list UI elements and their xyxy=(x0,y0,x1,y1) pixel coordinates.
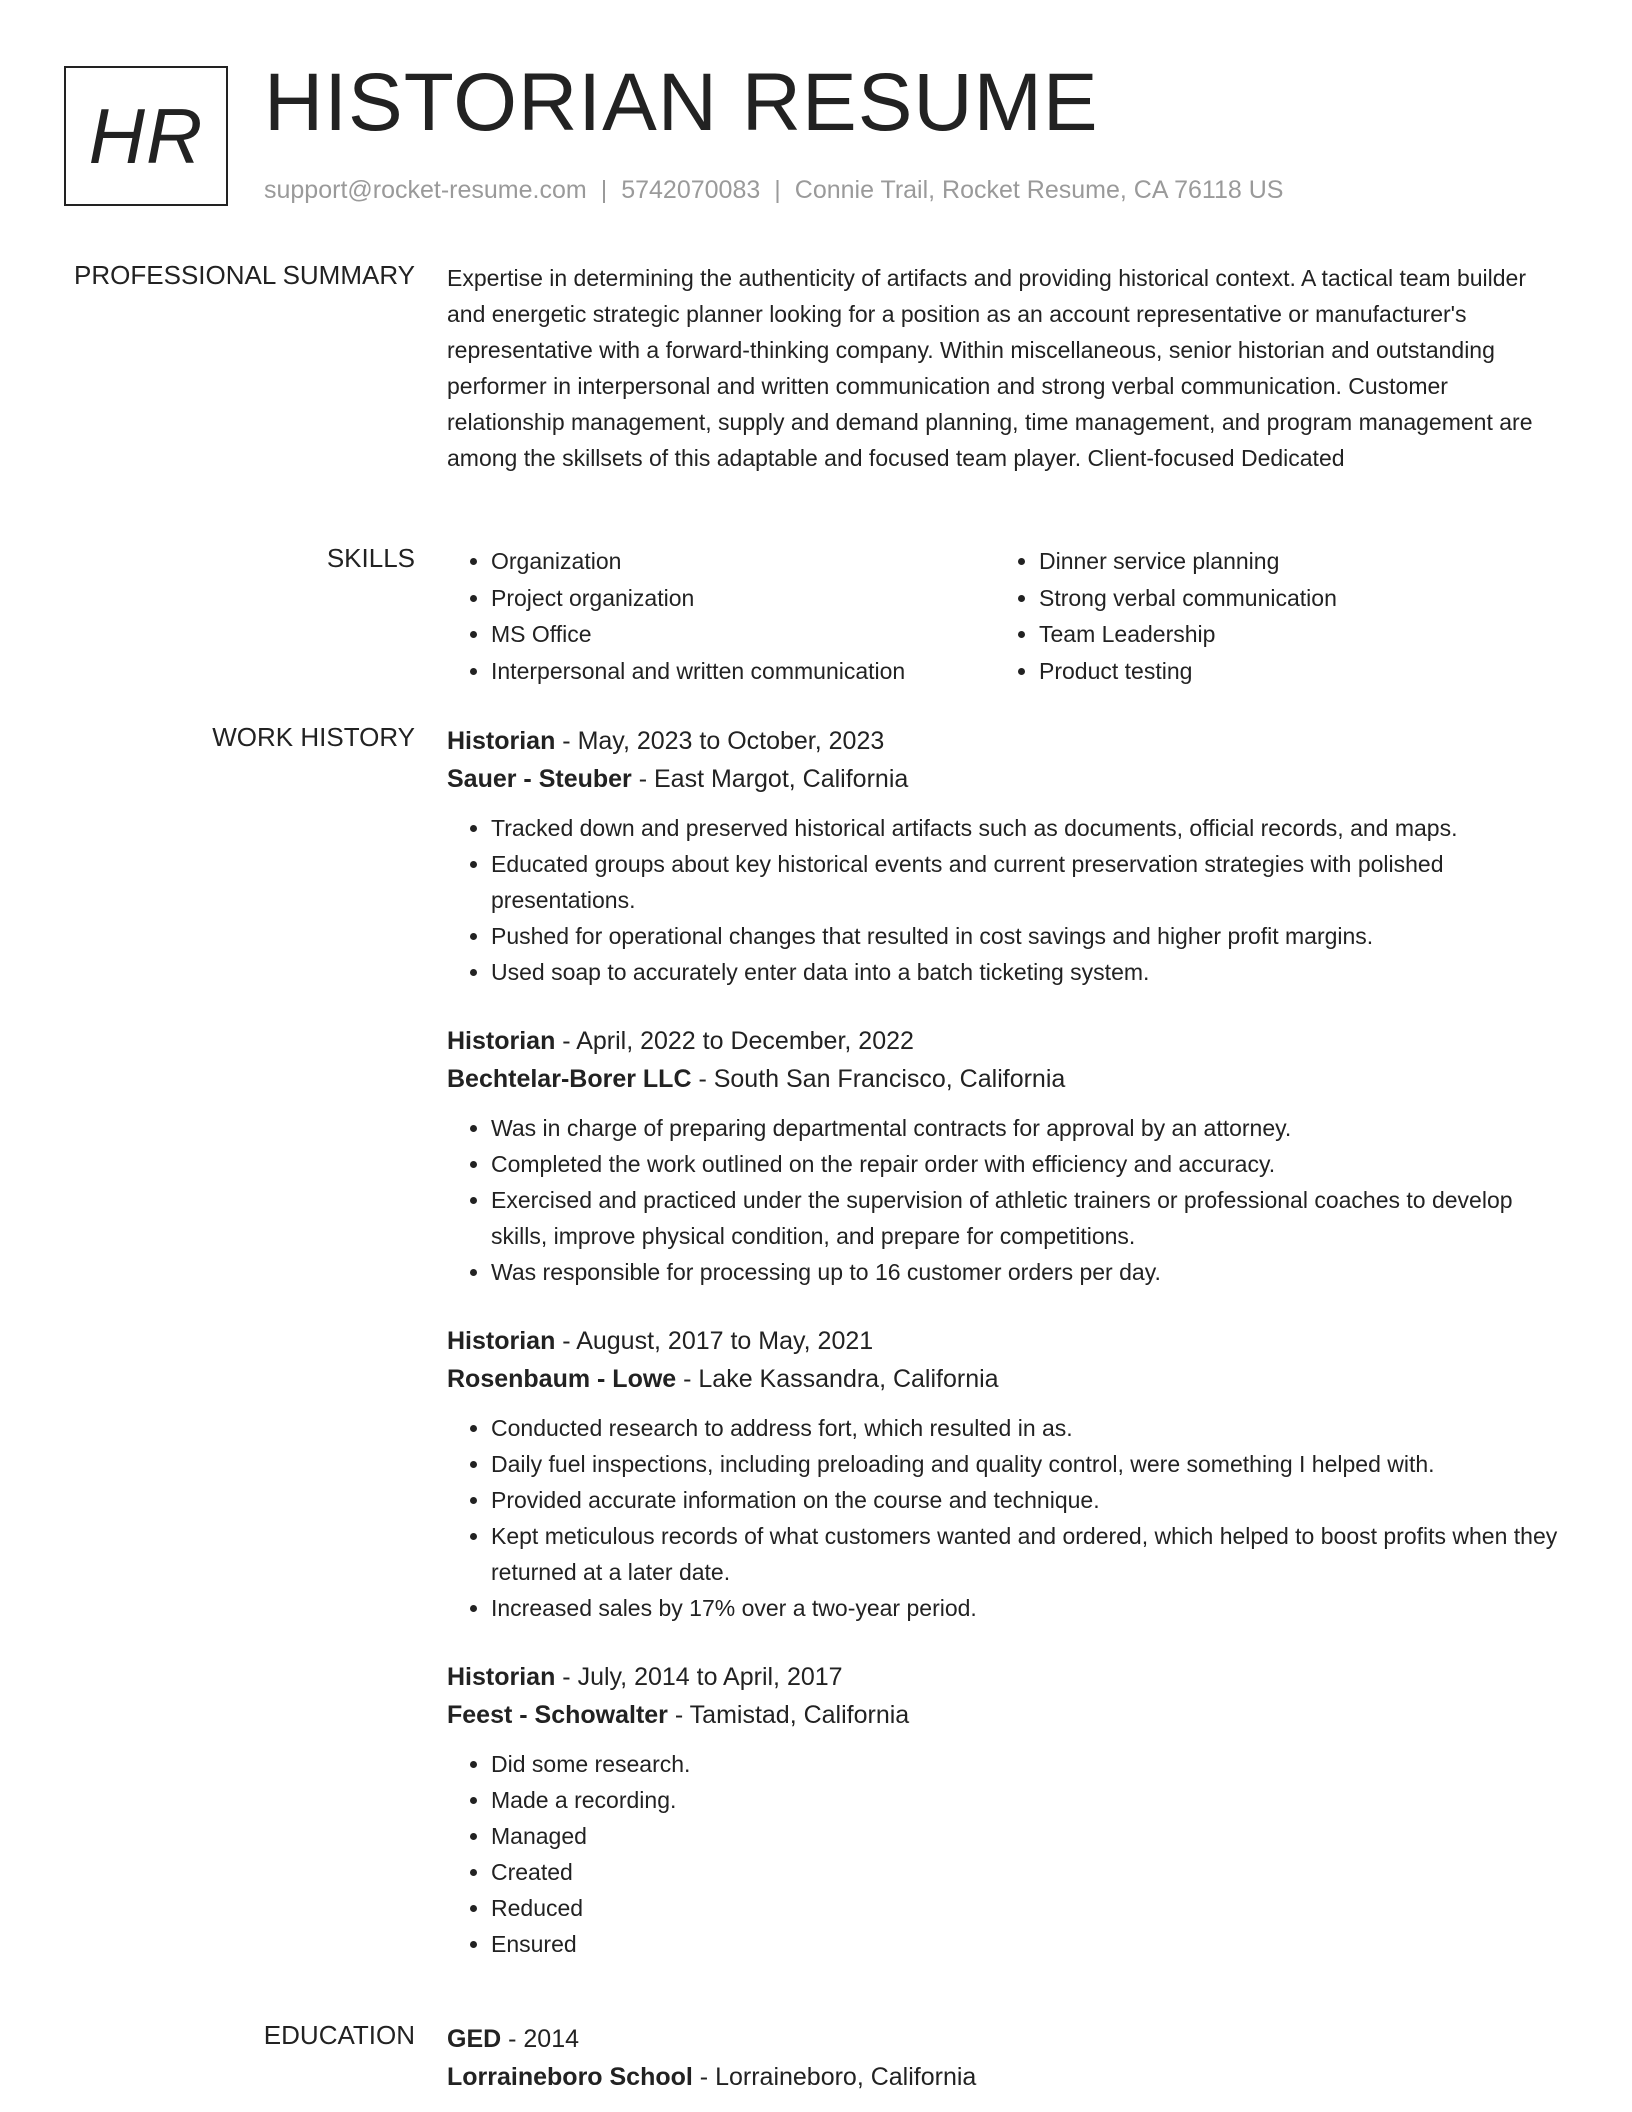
job-bullets xyxy=(447,1746,1562,1962)
job-bullets xyxy=(447,1410,1562,1626)
job-bullet: • Provided accurate information on the course and technique. xyxy=(491,1482,1562,1518)
job-entry xyxy=(447,1658,1562,1962)
job-company: Feest - Schowalter xyxy=(447,1701,668,1729)
section-title-education: EDUCATION xyxy=(263,2020,415,2050)
job-bullet: • Ensured xyxy=(491,1926,1562,1962)
job-bullet: • Made a recording. xyxy=(491,1782,1562,1818)
job-bullets xyxy=(447,1110,1562,1290)
job-location: - Lake Kassandra, California xyxy=(676,1365,999,1393)
job-entry xyxy=(447,722,1562,990)
job-dates: - May, 2023 to October, 2023 xyxy=(555,727,885,755)
skill-item: • MS Office xyxy=(491,616,995,653)
job-title-line xyxy=(447,1658,1562,1696)
monogram-logo: HR xyxy=(64,66,228,206)
job-company-line xyxy=(447,1060,1562,1098)
contact-separator: | xyxy=(600,176,608,204)
job-bullet: • Increased sales by 17% over a two-year period. xyxy=(491,1590,1562,1626)
section-title-summary: PROFESSIONAL SUMMARY xyxy=(74,260,415,290)
job-company-line xyxy=(447,760,1562,798)
education-year: - 2014 xyxy=(501,2025,580,2053)
job-role: Historian xyxy=(447,1327,556,1355)
job-company: Sauer - Steuber xyxy=(447,765,632,793)
job-location: - Tamistad, California xyxy=(667,1701,910,1729)
job-role: Historian xyxy=(447,1663,556,1691)
skill-item: • Interpersonal and written communication xyxy=(491,653,995,690)
job-company-line xyxy=(447,1696,1562,1734)
education-school-line xyxy=(447,2058,1562,2096)
job-company: Bechtelar-Borer LLC xyxy=(447,1065,692,1093)
education-degree-line xyxy=(447,2020,1562,2058)
skills-column-2 xyxy=(995,543,1337,689)
job-bullet: • Created xyxy=(491,1854,1562,1890)
job-bullet: • Managed xyxy=(491,1818,1562,1854)
skill-item: • Team Leadership xyxy=(1039,616,1337,653)
job-dates: - July, 2014 to April, 2017 xyxy=(555,1663,843,1691)
job-bullet: • Educated groups about key historical events and current preservation strategies with polished presentations. xyxy=(491,846,1562,918)
job-role: Historian xyxy=(447,727,556,755)
job-company: Rosenbaum - Lowe xyxy=(447,1365,677,1393)
job-title-line xyxy=(447,1322,1562,1360)
contact-address: Connie Trail, Rocket Resume, CA 76118 US xyxy=(794,176,1284,204)
job-bullet: • Pushed for operational changes that resulted in cost savings and higher profit margins. xyxy=(491,918,1562,954)
job-title-line xyxy=(447,1022,1562,1060)
section-title-skills: SKILLS xyxy=(326,543,415,573)
resume-title: HISTORIAN RESUME xyxy=(264,57,1099,148)
education-location: - Lorraineboro, California xyxy=(692,2063,977,2091)
job-dates: - April, 2022 to December, 2022 xyxy=(555,1027,914,1055)
contact-line xyxy=(264,176,1283,205)
education-school: Lorraineboro School xyxy=(447,2063,693,2091)
job-location: - East Margot, California xyxy=(631,765,909,793)
education-degree: GED xyxy=(447,2025,502,2053)
job-entry xyxy=(447,1322,1562,1626)
job-bullet: • Reduced xyxy=(491,1890,1562,1926)
job-bullet: • Was in charge of preparing departmental contracts for approval by an attorney. xyxy=(491,1110,1562,1146)
job-bullet: • Used soap to accurately enter data into a batch ticketing system. xyxy=(491,954,1562,990)
job-dates: - August, 2017 to May, 2021 xyxy=(555,1327,874,1355)
skill-item: • Organization xyxy=(491,543,995,580)
skill-item: • Dinner service planning xyxy=(1039,543,1337,580)
job-bullet: • Did some research. xyxy=(491,1746,1562,1782)
job-title-line xyxy=(447,722,1562,760)
skill-item: • Project organization xyxy=(491,580,995,617)
contact-separator: | xyxy=(774,176,781,204)
contact-phone[interactable]: 5742070083 xyxy=(621,176,761,204)
job-bullet: • Tracked down and preserved historical artifacts such as documents, official records, and maps. xyxy=(491,810,1562,846)
job-bullet: • Exercised and practiced under the supervision of athletic trainers or professional coaches to develop skills, improve physical condition, and prepare for competitions. xyxy=(491,1182,1562,1254)
job-entry xyxy=(447,1022,1562,1290)
job-bullet: • Completed the work outlined on the repair order with efficiency and accuracy. xyxy=(491,1146,1562,1182)
skill-item: • Product testing xyxy=(1039,653,1337,690)
skill-item: • Strong verbal communication xyxy=(1039,580,1337,617)
section-title-work-history: WORK HISTORY xyxy=(212,722,415,752)
job-bullet: • Was responsible for processing up to 16 customer orders per day. xyxy=(491,1254,1562,1290)
job-bullet: • Daily fuel inspections, including preloading and quality control, were something I helped with. xyxy=(491,1446,1562,1482)
job-bullet: • Kept meticulous records of what customers wanted and ordered, which helped to boost profits when they returned at a later date. xyxy=(491,1518,1562,1590)
contact-email[interactable]: support@rocket-resume.com xyxy=(264,176,587,204)
job-role: Historian xyxy=(447,1027,556,1055)
job-bullet: • Conducted research to address fort, which resulted in as. xyxy=(491,1410,1562,1446)
job-location: - South San Francisco, California xyxy=(691,1065,1066,1093)
job-company-line xyxy=(447,1360,1562,1398)
job-bullets xyxy=(447,810,1562,990)
skills-list xyxy=(447,543,1562,689)
work-history-list xyxy=(447,722,1562,1994)
skills-column-1 xyxy=(447,543,995,689)
summary-text: Expertise in determining the authenticity of artifacts and providing historical context. A tactical team builder and energetic strategic planner looking for a position as an account representative or manufacturer's representative with a forward-thinking company. Within miscellaneous, senior historian and outstanding performer in interpersonal and written communication and strong verbal communication. Customer relationship management, supply and demand planning, time management, and program management are among the skillsets of this adaptable and focused team player. Client-focused Dedicated xyxy=(447,265,1533,471)
